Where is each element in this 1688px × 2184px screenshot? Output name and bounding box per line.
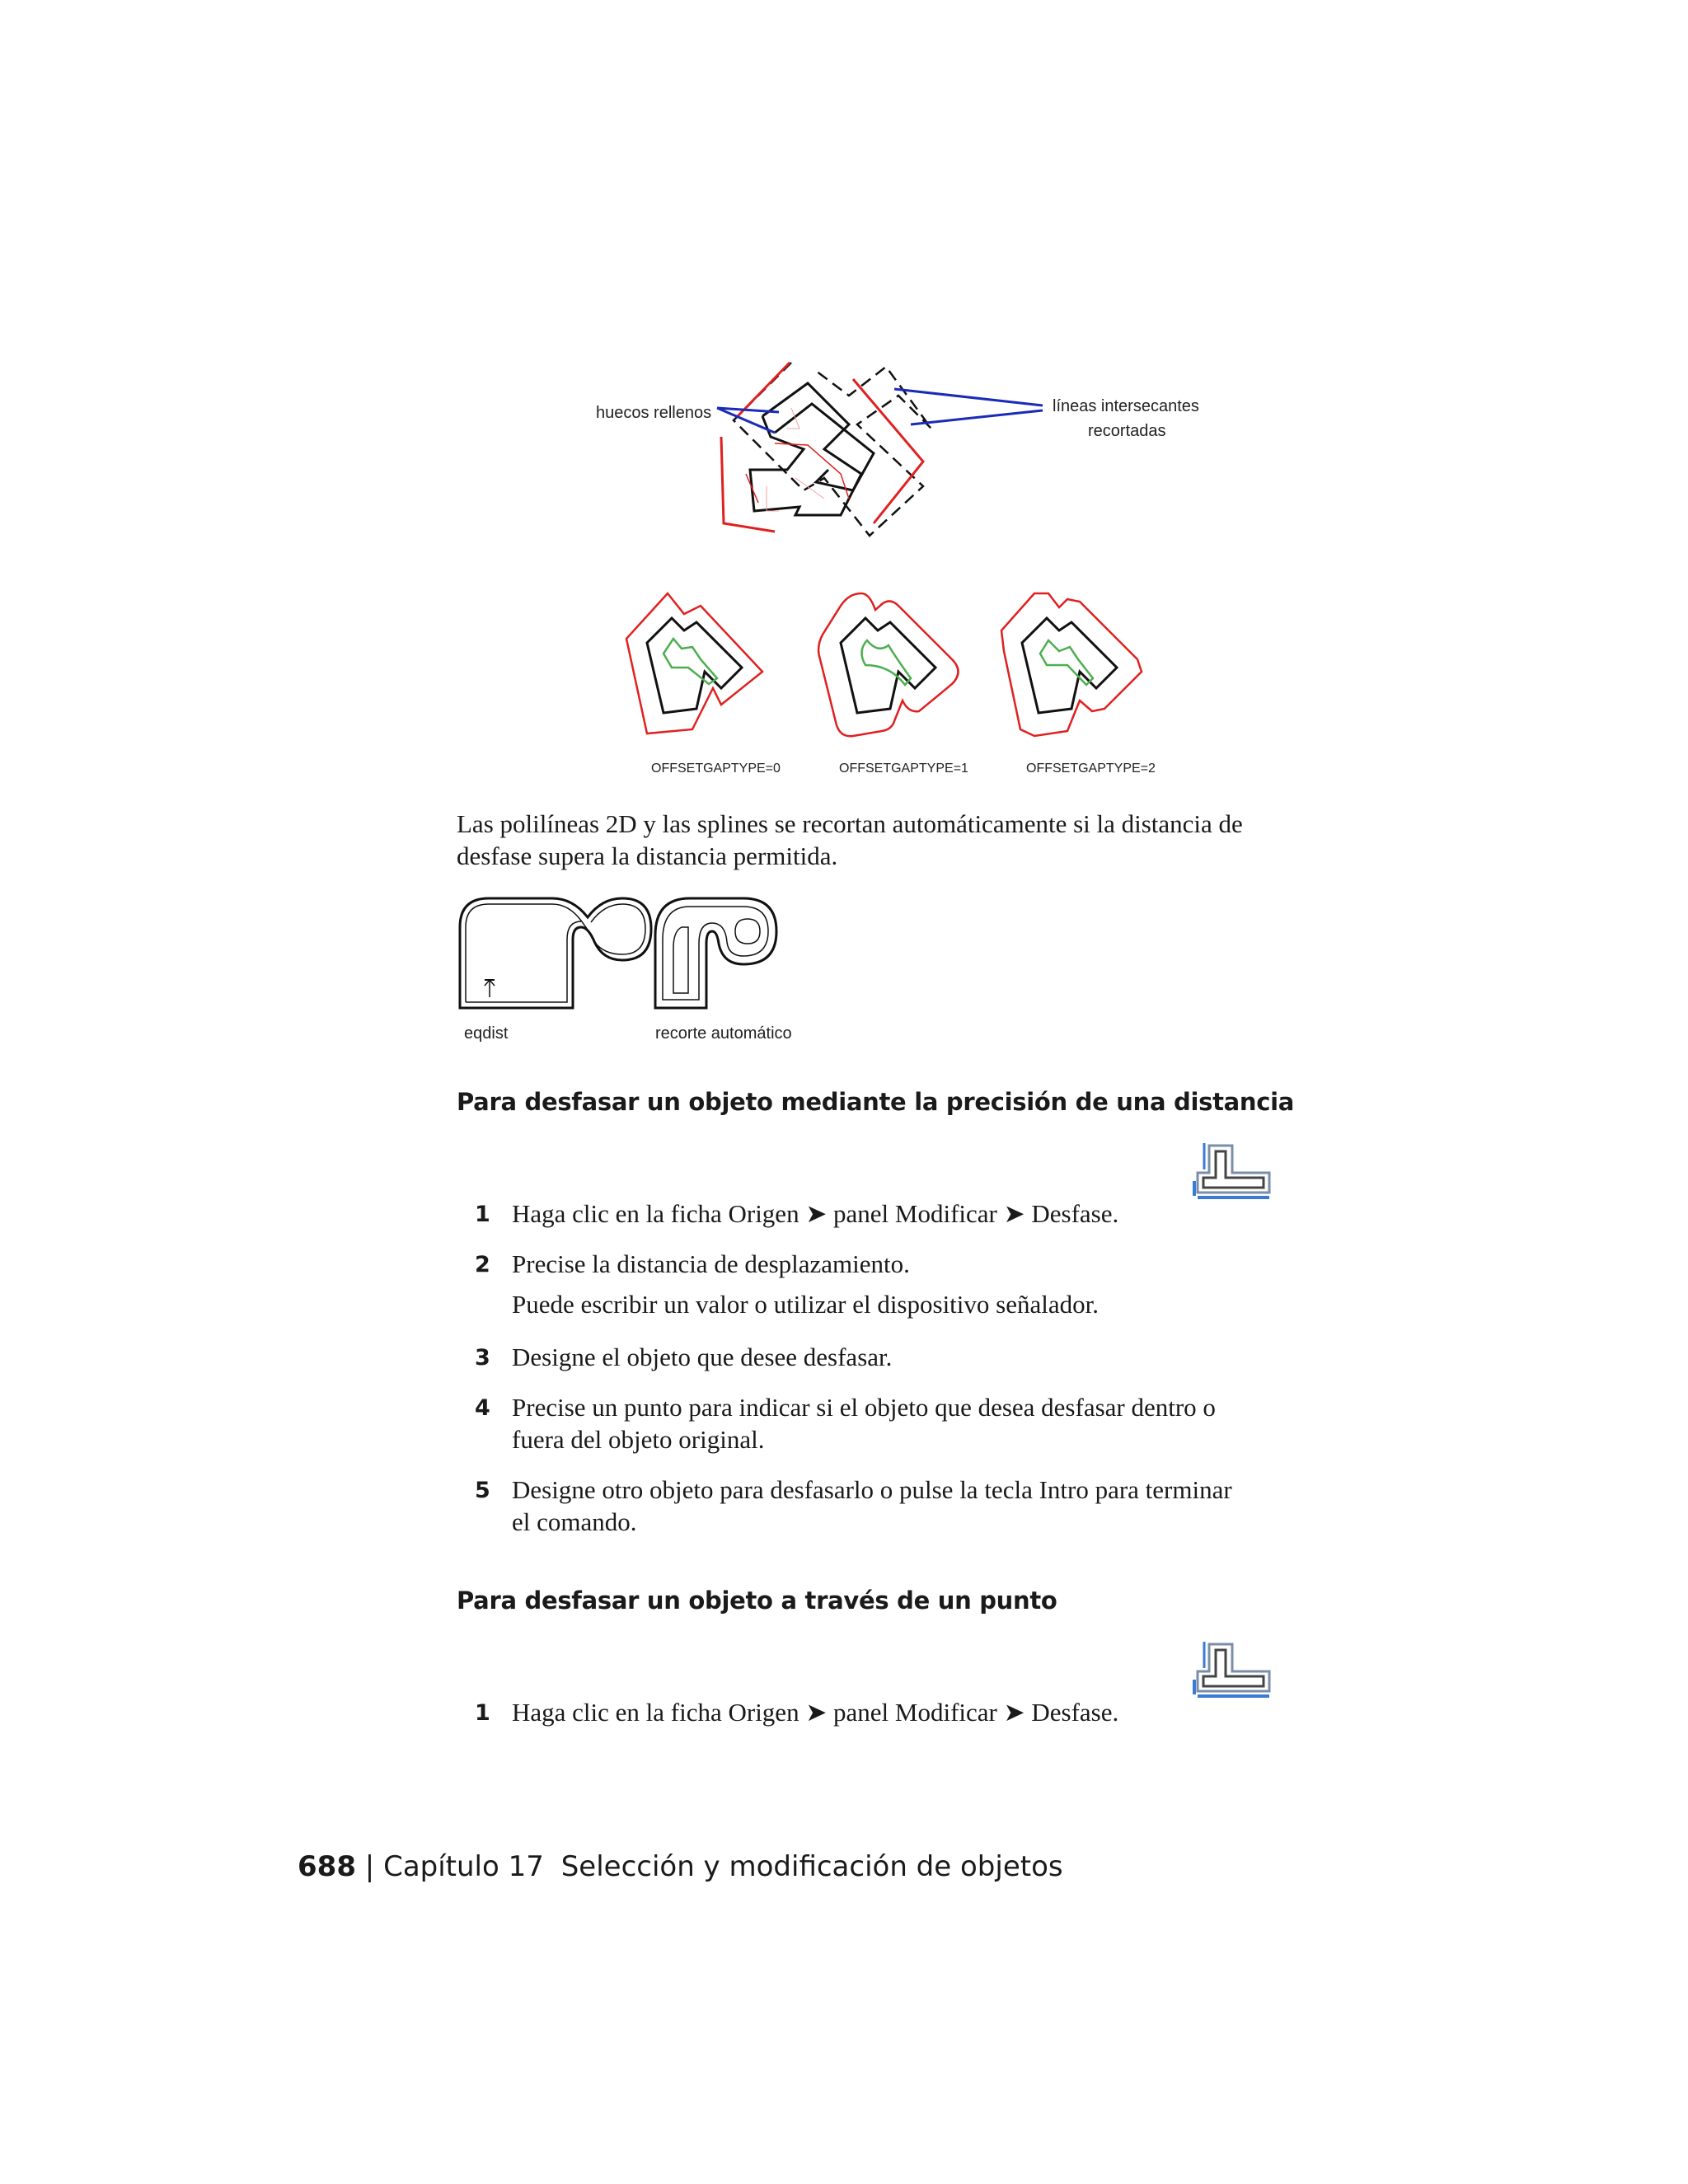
eqdist-shape	[460, 898, 651, 1008]
offset-icon-graphic	[1191, 1141, 1273, 1212]
offset-icon-graphic	[1191, 1640, 1273, 1710]
page-footer	[298, 1850, 1063, 1883]
step-number: 1	[475, 1700, 490, 1726]
caption-gaptype-2: OFFSETGAPTYPE=2	[1026, 762, 1156, 776]
step-text: el comando.	[512, 1507, 637, 1536]
paragraph-line-2: desfase supera la distancia permitida.	[457, 841, 838, 870]
step-number: 2	[475, 1252, 490, 1277]
step-text-detail: Puede escribir un valor o utilizar el dispositivo señalador.	[512, 1290, 1099, 1319]
step-number: 3	[475, 1345, 490, 1371]
chapter-label: Capítulo 17	[383, 1850, 544, 1883]
step-text: Precise la distancia de desplazamiento.	[512, 1249, 910, 1278]
step-text: Haga clic en la ficha Origen ➤ panel Modificar ➤ Desfase.	[512, 1199, 1119, 1228]
caption-gaptype-0: OFFSETGAPTYPE=0	[651, 762, 781, 776]
step-text: Haga clic en la ficha Origen ➤ panel Modificar ➤ Desfase.	[512, 1698, 1119, 1727]
offset-intersect-diagram	[577, 346, 1220, 585]
caption-gaptype-1: OFFSETGAPTYPE=1	[839, 762, 968, 776]
label-auto-trim: recorte automático	[655, 1024, 792, 1043]
gaptype-1-shape	[818, 593, 958, 736]
step-text: fuera del objeto original.	[512, 1425, 765, 1454]
footer-separator: |	[364, 1850, 375, 1883]
figure-offsetgaptype	[622, 589, 1199, 750]
offset-icon[interactable]	[1191, 1141, 1273, 1212]
figure-offset-intersect	[577, 346, 1220, 585]
step-text: Designe el objeto que desee desfasar.	[512, 1343, 893, 1371]
step-number: 1	[475, 1202, 490, 1227]
chapter-title: Selección y modificación de objetos	[560, 1850, 1063, 1883]
section-heading-through-point: Para desfasar un objeto a través de un punto	[457, 1586, 1057, 1615]
gaptype-2-shape	[1001, 593, 1142, 736]
section-heading-distance: Para desfasar un objeto mediante la precisión de una distancia	[457, 1088, 1295, 1116]
auto-trim-shape	[655, 898, 776, 1008]
step-number: 5	[475, 1478, 490, 1503]
paragraph-line-1: Las polilíneas 2D y las splines se recortan automáticamente si la distancia de	[457, 809, 1243, 838]
figure-auto-trim	[457, 894, 837, 1014]
step-number: 4	[475, 1395, 490, 1421]
label-eqdist: eqdist	[464, 1024, 509, 1043]
gaptype-0-shape	[626, 593, 762, 733]
label-intersecting-lines: líneas intersecantes	[1053, 397, 1199, 415]
offset-icon[interactable]	[1191, 1640, 1273, 1710]
step-text: Designe otro objeto para desfasarlo o pulse la tecla Intro para terminar	[512, 1475, 1232, 1504]
offsetgaptype-diagram	[622, 589, 1199, 750]
auto-trim-diagram	[457, 894, 837, 1014]
label-filled-gaps: huecos rellenos	[596, 404, 712, 422]
page-number: 688	[298, 1850, 356, 1883]
step-text: Precise un punto para indicar si el objeto que desea desfasar dentro o	[512, 1393, 1216, 1422]
label-trimmed: recortadas	[1088, 422, 1166, 440]
